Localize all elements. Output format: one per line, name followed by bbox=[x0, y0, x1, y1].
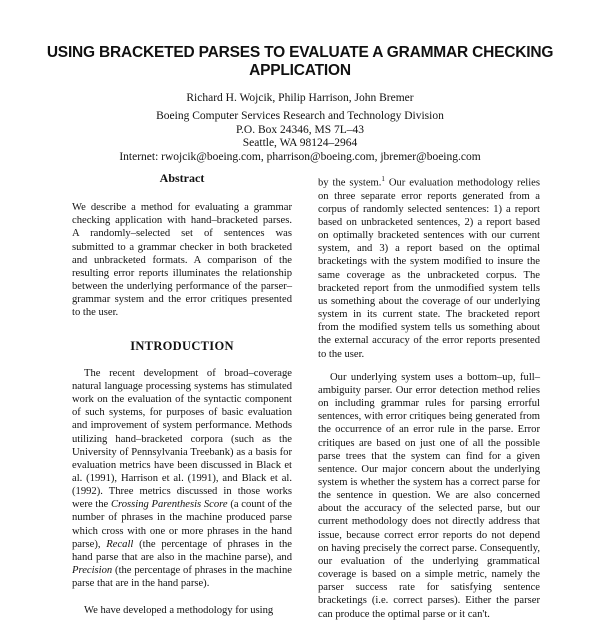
affiliation-block bbox=[0, 110, 600, 164]
affiliation-line-3: Seattle, WA 98124–2964 bbox=[242, 137, 358, 150]
term-crossing-parenthesis-score: Crossing Parenthesis Score bbox=[110, 499, 228, 511]
intro-text-d: (the percentage of phrases in the machine parse that are in the hand parse). bbox=[72, 565, 292, 590]
intro-text-a: The recent development of broad–coverage natural language processing systems has stimulated work on the evaluation of the syntactic component of such systems, for purposes of basic evaluation and improvement of system performance. Methods utilizing hand–bracketed corpora (such as the University of Pennsylvania Treebank) as a basis for evaluation metrics have been discussed in Black et al. (1991), Harrison et al. (1991), and Black et al. (1992). Three metrics discussed in those works were the bbox=[72, 367, 292, 511]
affiliation-line-4: Internet: rwojcik@boeing.com, pharrison@boeing.com, jbremer@boeing.com bbox=[119, 150, 481, 163]
right-paragraph-2: Our underlying system uses a bottom–up, full–ambiguity parser. Our error detection method relies on including grammar rules for parsing errorful sentences, with error critiques being generated from the occurrence of an error rule in the parse. Error critiques are based on just one of all the possible parse trees that the system can find for a given sentence. Our major concern about the underlying system is whether the system has a correct parse for the sentence in question. We are also concerned about the accuracy of the selected parse, but our current methodology does not directly address that issue, because correct error reports do not depend on having precisely the correct parse. Consequently, our evaluation of the underlying grammatical coverage is based on a simple metric, namely the parser success rate for satisfying sentence bracketings (i.e. correct parses). Either the parser can produce the optimal parse or it can't. bbox=[318, 371, 540, 620]
right-text-b: Our evaluation methodology relies on three separate error reports generated from a corpus of randomly selected sentences: 1) a report based on unbracketed sentences, 2) a report based on optimally bracketed sentences with our current system, and 3) a report based on the optimal bracketings with the system modified to insure the same coverage as the unbracketed corpus. The bracketed report from the unmodified system tells us something about the coverage of our underlying system in its current state. The bracketed report from the modified system tells us something about the external accuracy of the error reports presented to the user. bbox=[318, 177, 540, 360]
footnote-marker: 1 bbox=[381, 175, 385, 183]
right-column bbox=[318, 173, 540, 621]
title-line-1: USING BRACKETED PARSES TO EVALUATE A GRAMMAR CHECKING bbox=[46, 44, 554, 61]
term-precision: Precision bbox=[72, 565, 113, 577]
intro-text-c: (the percentage of phrases in the hand parse that are also in the machine parse), and bbox=[72, 538, 292, 563]
affiliation-line-1: Boeing Computer Services Research and Technology Division bbox=[156, 110, 444, 122]
term-recall: Recall bbox=[106, 538, 134, 550]
title-line-2: APPLICATION bbox=[249, 62, 351, 79]
abstract-text: We describe a method for evaluating a grammar checking application with hand–bracketed parses. A randomly–selected set of sentences was submitted to a grammar checker in both bracketed and unbracketed formats. A comparison of the resulting error reports illuminates the relationship between the underlying performance of the parser–grammar system and the error critiques presented to the user. bbox=[72, 202, 292, 319]
introduction-paragraph-2: We have developed a methodology for using bbox=[84, 605, 274, 617]
abstract-heading: Abstract bbox=[159, 171, 205, 185]
introduction-heading: INTRODUCTION bbox=[130, 338, 234, 353]
left-column bbox=[72, 170, 292, 618]
right-text-a: by the system. bbox=[318, 177, 382, 189]
paper-title bbox=[0, 44, 600, 80]
author-list: Richard H. Wojcik, Philip Harrison, John Bremer bbox=[186, 92, 414, 104]
intro-text-b: (a count of the number of phrases in the machine produced parse which cross with one or more phrases in the hand parse), bbox=[72, 499, 292, 550]
introduction-paragraph-1 bbox=[72, 367, 292, 591]
affiliation-line-2: P.O. Box 24346, MS 7L–43 bbox=[235, 123, 365, 136]
right-paragraph-1 bbox=[318, 173, 540, 361]
